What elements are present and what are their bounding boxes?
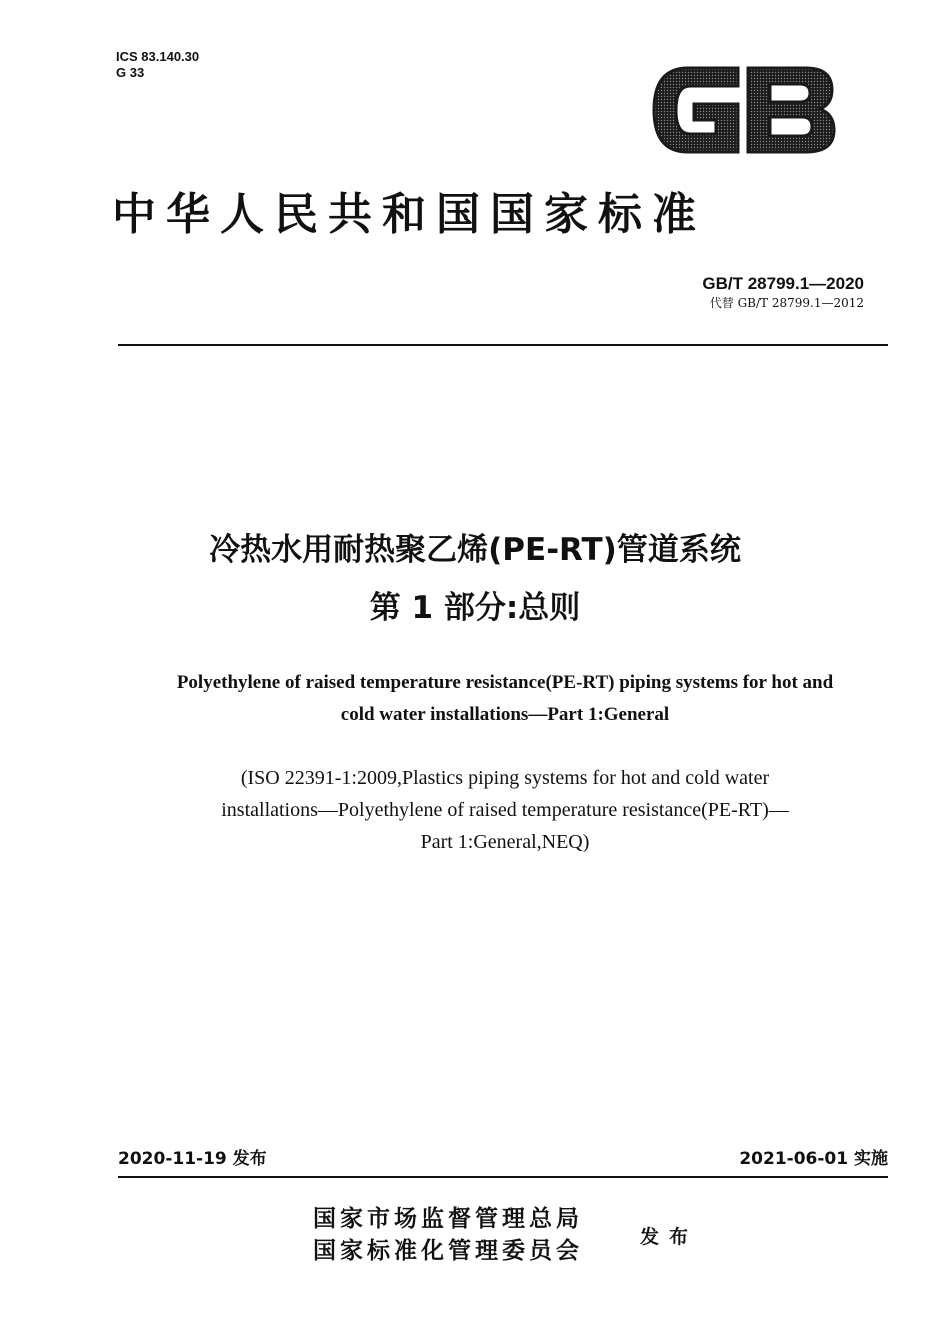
- standard-number: GB/T 28799.1—2020: [702, 274, 864, 293]
- issuing-agency-samr: 国家市场监督管理总局: [313, 1205, 583, 1232]
- chinese-title-line1: 冷热水用耐热聚乙烯(PE-RT)管道系统: [209, 532, 741, 568]
- iso-reference-line1: (ISO 22391-1:2009,Plastics piping systems for hot and cold water: [240, 767, 770, 789]
- publish-label: 发布: [640, 1226, 699, 1248]
- ics-code: ICS 83.140.30: [116, 49, 200, 64]
- ccs-code: G 33: [116, 65, 145, 80]
- footer-divider: [118, 1176, 888, 1178]
- issue-date: 2020-11-19 发布: [118, 1149, 267, 1169]
- replaced-standard: 代替 GB/T 28799.1—2012: [709, 296, 864, 310]
- national-standard-title: 中华人民共和国国家标准: [112, 189, 706, 240]
- classification-codes: [116, 49, 199, 81]
- header-divider: [118, 344, 888, 346]
- iso-reference-line2: installations—Polyethylene of raised temperature resistance(PE-RT)—: [221, 799, 789, 821]
- iso-reference-line3: Part 1:General,NEQ): [420, 831, 590, 853]
- implementation-date: 2021-06-01 实施: [739, 1149, 888, 1169]
- english-title-line2: cold water installations—Part 1:General: [340, 704, 670, 725]
- chinese-title-line2: 第 1 部分:总则: [369, 590, 581, 626]
- english-title-line1: Polyethylene of raised temperature resistance(PE-RT) piping systems for hot and: [176, 672, 834, 693]
- issuing-agency-sac: 国家标准化管理委员会: [313, 1237, 583, 1264]
- gb-logo: [648, 62, 840, 158]
